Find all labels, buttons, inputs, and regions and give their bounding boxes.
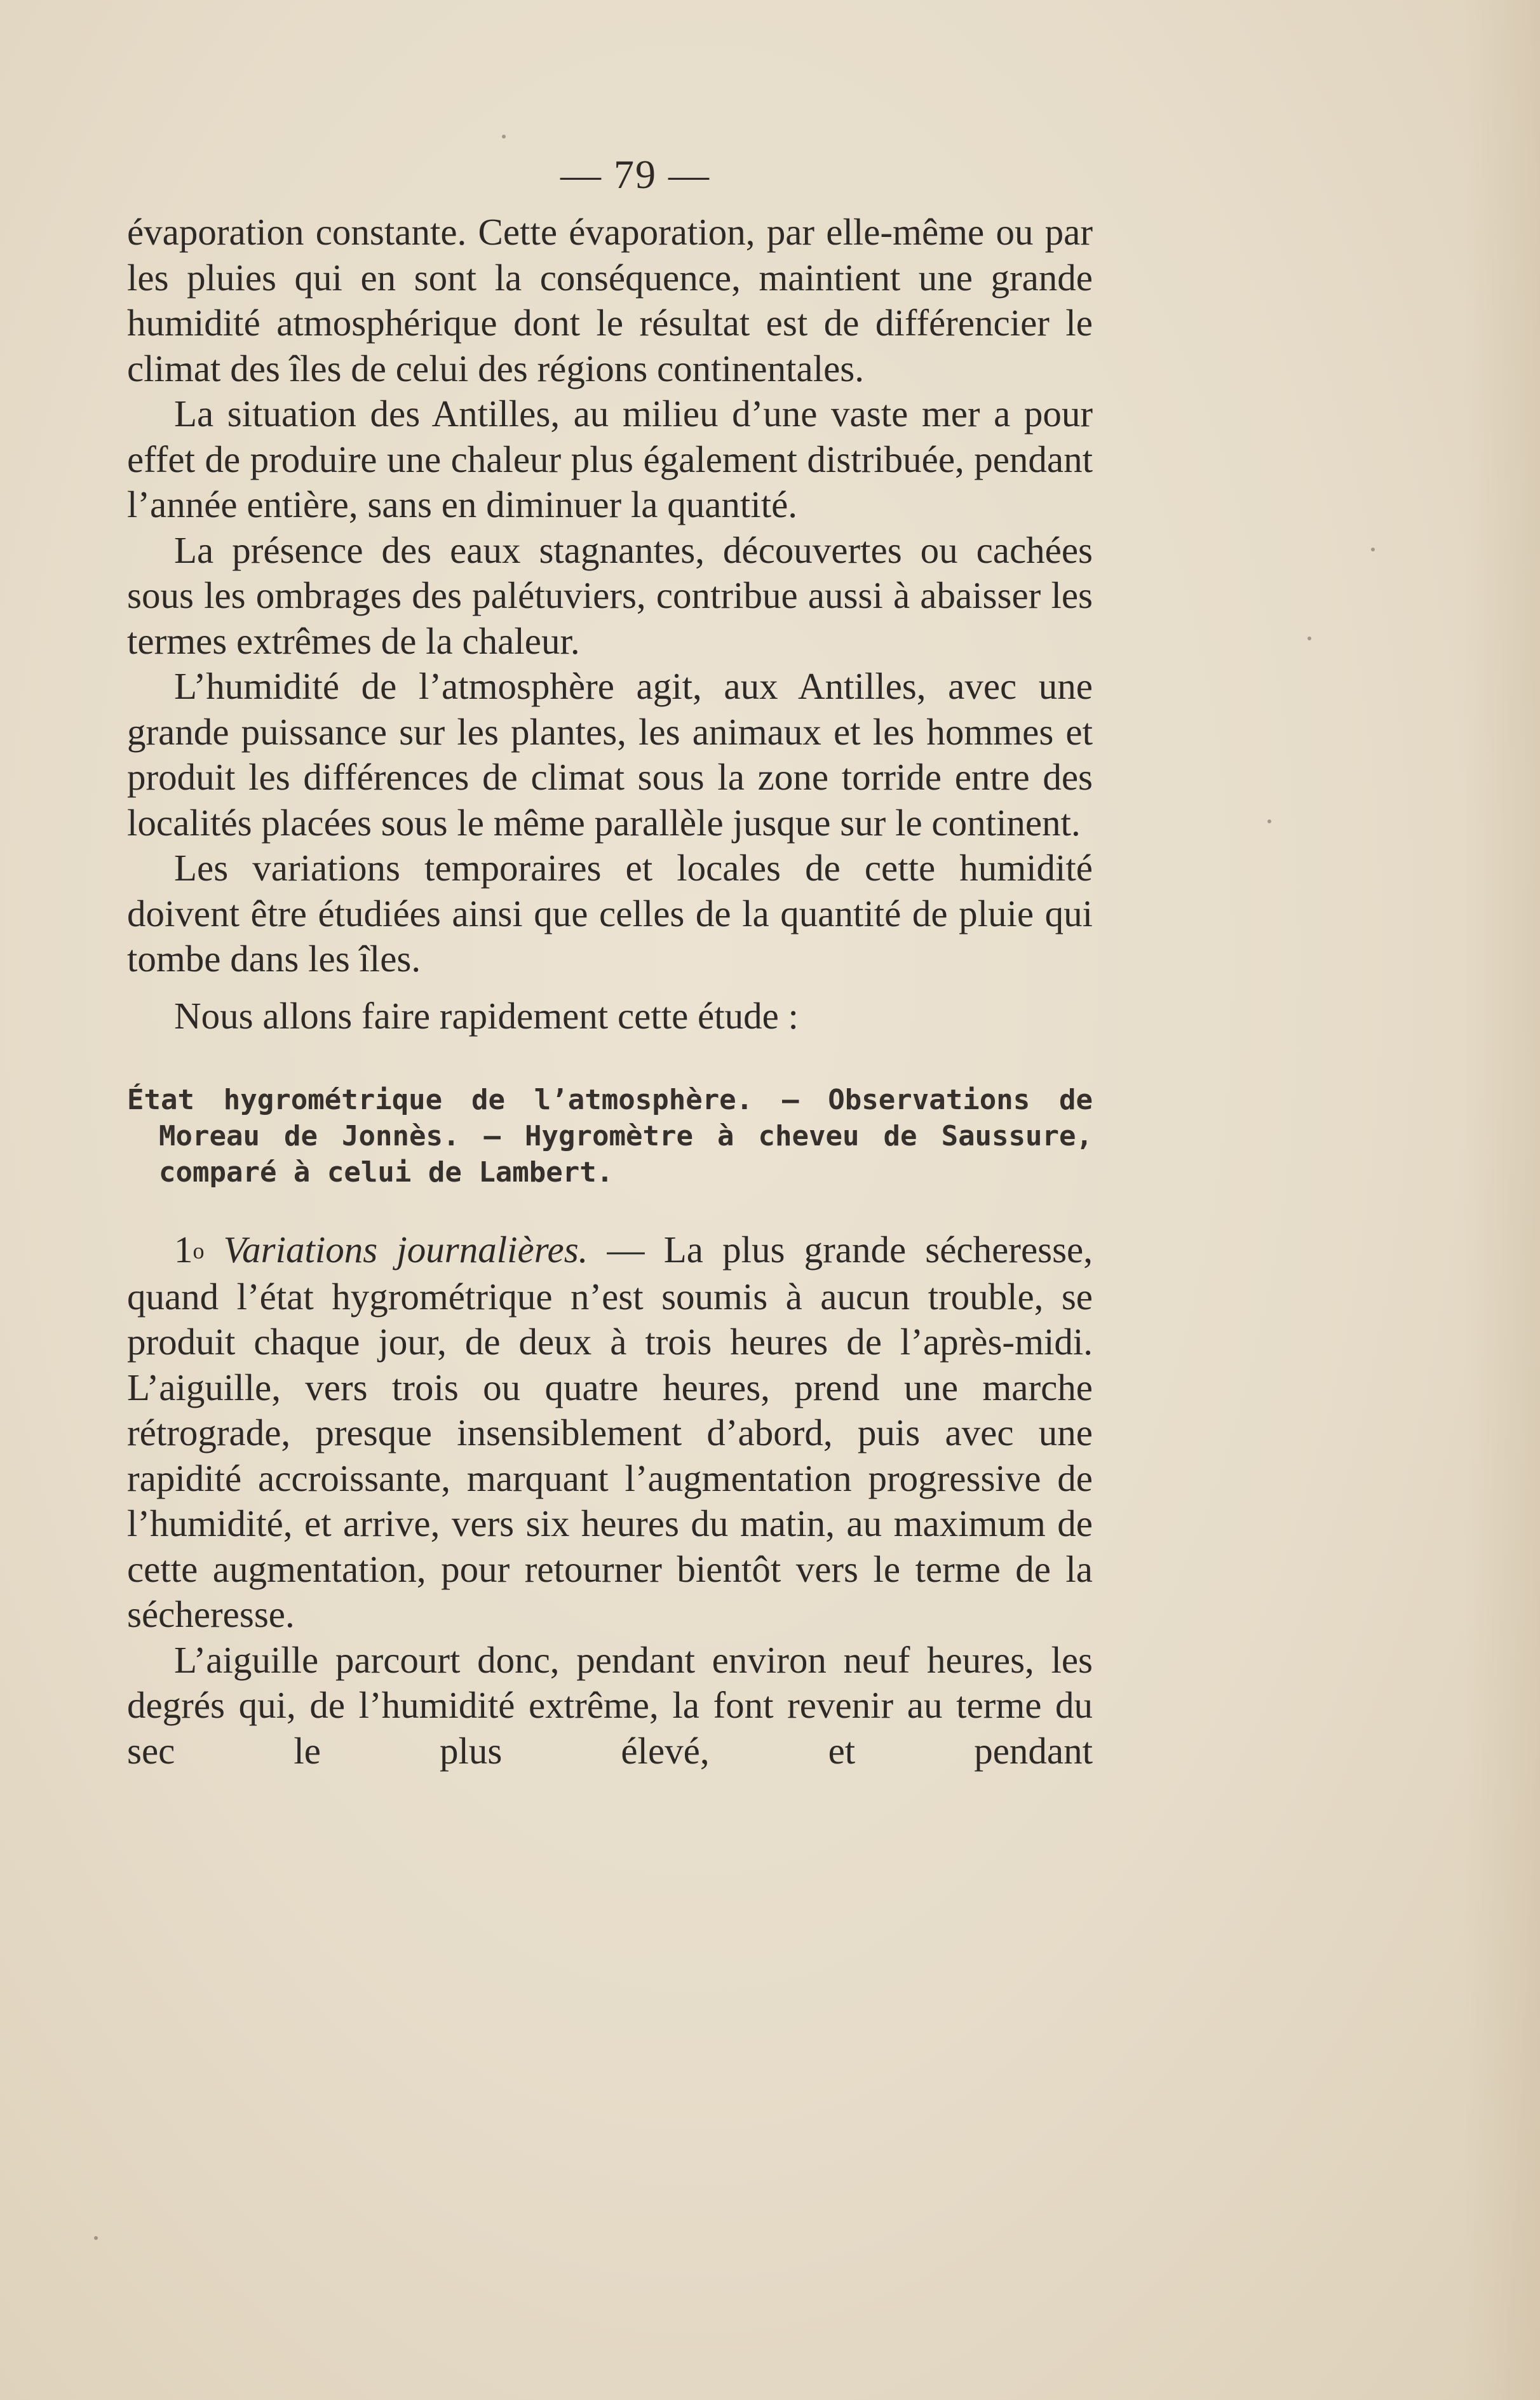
- paragraph-4: L’humidité de l’atmosphère agit, aux Antilles, avec une grande puissance sur les plantes, les animaux et les hommes et produit les différences de climat sous la zone torride entre des localités placées sous le même parallèle jusque sur le continent.: [127, 665, 1093, 844]
- ink-speck: [1307, 637, 1311, 640]
- last-paragraph: L’aiguille parcourt donc, pendant environ neuf heures, les degrés qui, de l’humidité extrême, la font revenir au terme du sec le plus élevé, et pendant: [127, 1638, 1093, 1772]
- subsection-separator: —: [588, 1229, 664, 1271]
- paragraph-5: Les variations temporaires et locales de cette humidité doivent être étudiées ainsi que celles de la quantité de pluie qui tombe dans les îles.: [127, 847, 1093, 980]
- body-text: [127, 210, 1093, 1774]
- ink-speck: [94, 2236, 98, 2240]
- ink-speck: [1371, 548, 1375, 551]
- subsection-text: La plus grande sécheresse, quand l’état hygrométrique n’est soumis à aucun trouble, se produit chaque jour, de deux à trois heures de l’après-midi. L’aiguille, vers trois ou quatre heures, prend une marche rétrograde, presque insensiblement d’abord, puis avec une rapidité accroissante, marquant l’augmentation progressive de l’humidité, et arrive, vers six heures du matin, au maximum de cette augmentation, pour retourner bientôt vers le terme de la sécheresse.: [127, 1229, 1093, 1635]
- paragraph-6: Nous allons faire rapidement cette étude :: [174, 994, 799, 1037]
- ink-speck: [1267, 819, 1271, 823]
- subsection-title: Variations journalières.: [223, 1229, 588, 1271]
- page-shadow-edge: [1464, 0, 1540, 2400]
- subsection-number: 1$^o$: [174, 1229, 205, 1271]
- ink-speck: [502, 135, 506, 138]
- section-heading: État hygrométrique de l’atmosphère. — Observations de Moreau de Jonnès. – Hygromètre à cheveu de Saussure, comparé à celui de Lambert.: [127, 1084, 1093, 1189]
- subsection-paragraph: [127, 1227, 1093, 1638]
- page-number: — 79 —: [560, 152, 710, 197]
- paragraph-3: La présence des eaux stagnantes, découvertes ou cachées sous les ombrages des palétuviers, contribue aussi à abaisser les termes extrêmes de la chaleur.: [127, 529, 1093, 662]
- paragraph-2: La situation des Antilles, au milieu d’une vaste mer a pour effet de produire une chaleur plus également distribuée, pendant l’année entière, sans en diminuer la quantité.: [127, 393, 1093, 525]
- paragraph-1: évaporation constante. Cette évaporation, par elle-même ou par les pluies qui en sont la conséquence, maintient une grande humidité atmosphérique dont le résultat est de différencier le climat des îles de celui des régions continentales.: [127, 211, 1093, 389]
